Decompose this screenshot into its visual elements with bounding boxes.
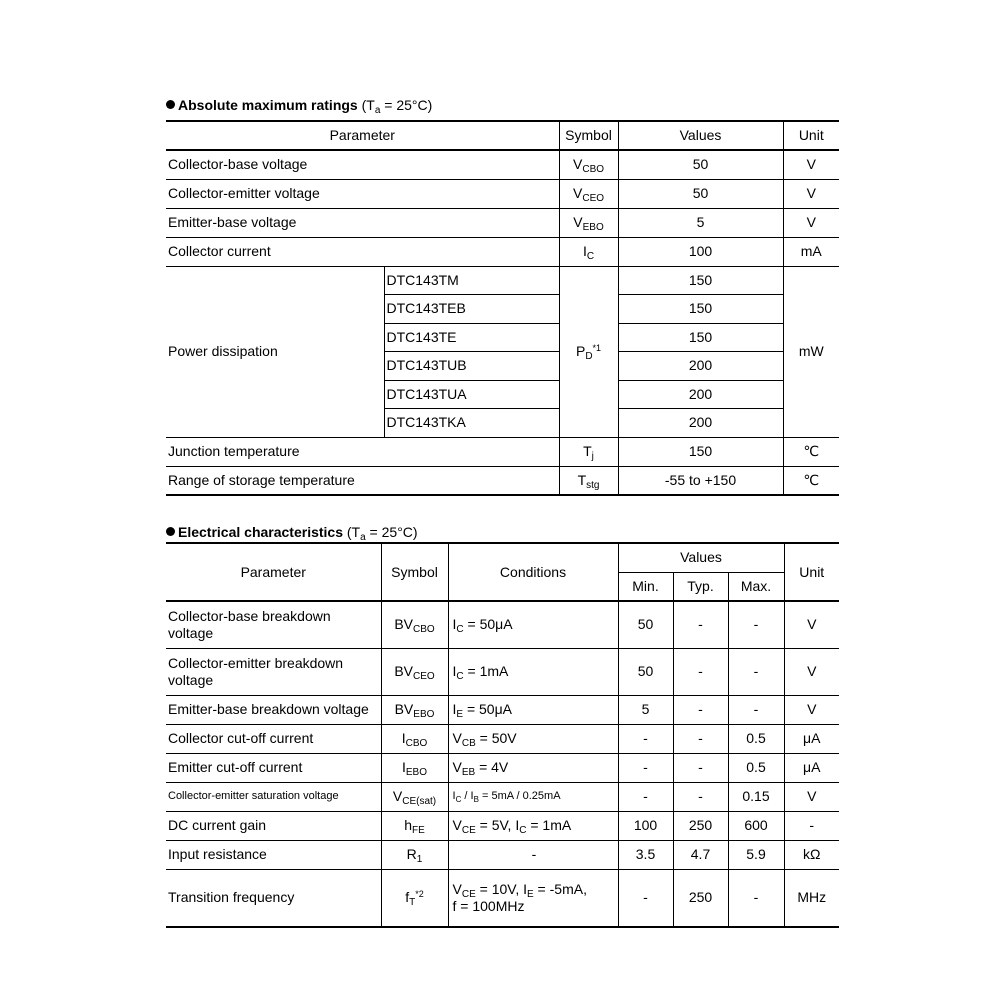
min-cell: - (618, 753, 673, 782)
electrical-characteristics-table (166, 542, 839, 928)
symbol-letter: BV (394, 701, 414, 717)
symbol-cell (381, 724, 448, 753)
elec-header-unit: Unit (784, 543, 839, 601)
typ-cell: 250 (673, 869, 728, 927)
parameter-cell: Power dissipation (166, 266, 384, 437)
typ-cell: - (673, 724, 728, 753)
bullet-icon (166, 527, 175, 536)
symbol-cell (381, 648, 448, 695)
symbol-letter: V (573, 185, 583, 201)
symbol-cell (559, 150, 618, 179)
symbol-subscript: CBO (582, 164, 605, 176)
value-cell: 150 (618, 437, 783, 466)
value-cell: 150 (618, 323, 783, 352)
value-cell: 200 (618, 352, 783, 381)
typ-cell: 250 (673, 811, 728, 840)
value-cell: 150 (618, 266, 783, 295)
bullet-icon (166, 100, 175, 109)
elec-header-symbol: Symbol (381, 543, 448, 601)
part-number-cell: DTC143TKA (384, 409, 559, 438)
max-cell: 0.5 (728, 753, 784, 782)
conditions-cell (448, 811, 618, 840)
symbol-cell (381, 869, 448, 927)
min-cell: - (618, 869, 673, 927)
elec-header-conditions: Conditions (448, 543, 618, 601)
symbol-letter: f (405, 889, 410, 906)
typ-cell: - (673, 782, 728, 811)
symbol-letter: I (401, 759, 406, 775)
typ-cell: - (673, 648, 728, 695)
table-row (166, 724, 839, 753)
parameter-cell: Input resistance (166, 840, 381, 869)
unit-cell: mW (783, 266, 839, 437)
symbol-cell (559, 237, 618, 266)
unit-cell: μA (784, 753, 839, 782)
conditions-cell (448, 753, 618, 782)
min-cell: 3.5 (618, 840, 673, 869)
symbol-subscript: T (409, 897, 416, 909)
parameter-cell: Collector-emitter breakdown voltage (166, 648, 381, 695)
table-row (166, 840, 839, 869)
parameter-cell: Emitter-base voltage (166, 208, 559, 237)
condition-line: $I_C = 50\mu A$ (452, 616, 513, 636)
condition-line: - (531, 846, 537, 862)
parameter-cell: Emitter cut-off current (166, 753, 381, 782)
table-row (166, 466, 839, 495)
elec-header-parameter: Parameter (166, 543, 381, 601)
elec-title: Electrical characteristics (178, 524, 343, 540)
abs-header-symbol: Symbol (559, 121, 618, 150)
symbol-letter: P (575, 343, 586, 359)
table-row (166, 150, 839, 179)
conditions-cell (448, 840, 618, 869)
table-row (166, 869, 839, 927)
elec-header-max: Max. (728, 572, 784, 601)
parameter-cell: Junction temperature (166, 437, 559, 466)
table-row (166, 782, 839, 811)
part-number-cell: DTC143TE (384, 323, 559, 352)
table-row (166, 437, 839, 466)
conditions-cell (448, 601, 618, 648)
symbol-subscript: C (586, 251, 595, 262)
abs-header-unit: Unit (783, 121, 839, 150)
table-row (166, 648, 839, 695)
parameter-cell: Range of storage temperature (166, 466, 559, 495)
abs-section-title (166, 96, 432, 114)
condition-line: $I_C / I_B = 5mA / 0.25mA$ (452, 790, 561, 804)
unit-cell: μA (784, 724, 839, 753)
symbol-letter: I (582, 243, 587, 259)
min-cell: 50 (618, 648, 673, 695)
value-cell: 50 (618, 150, 783, 179)
condition-line: f = 100MHz (452, 897, 525, 914)
max-cell: - (728, 601, 784, 648)
abs-max-ratings-table (166, 120, 839, 496)
symbol-subscript: CE(sat) (402, 796, 437, 807)
symbol-letter: I (401, 730, 406, 746)
elec-header-row (166, 543, 839, 572)
value-cell: 5 (618, 208, 783, 237)
value-cell: 100 (618, 237, 783, 266)
elec-title-condition: $(T_a = 25^\circ C)$ (346, 524, 418, 543)
symbol-letter: T (577, 471, 587, 488)
symbol-subscript: CEO (582, 193, 605, 204)
abs-header-row (166, 121, 839, 150)
unit-cell: kΩ (784, 840, 839, 869)
typ-cell: - (673, 695, 728, 724)
min-cell: - (618, 782, 673, 811)
elec-section-title (166, 523, 418, 541)
table-row (166, 811, 839, 840)
symbol-letter: V (573, 156, 583, 173)
parameter-cell: Collector cut-off current (166, 724, 381, 753)
symbol-cell (381, 782, 448, 811)
table-row (166, 266, 839, 295)
table-row (166, 208, 839, 237)
symbol-letter: R (406, 846, 417, 862)
unit-cell: MHz (784, 869, 839, 927)
symbol-subscript: FE (412, 825, 425, 836)
abs-title-condition: $(T_a = 25^\circ C)$ (361, 97, 433, 116)
typ-cell: - (673, 753, 728, 782)
unit-cell: V (784, 695, 839, 724)
condition-line: $V_{CE} = 5V$, $I_C = 1mA$ (452, 817, 572, 836)
symbol-subscript: EBO (582, 222, 604, 233)
conditions-cell (448, 648, 618, 695)
conditions-cell (448, 782, 618, 811)
symbol-cell (559, 466, 618, 495)
condition-line: $I_C = 1mA$ (452, 663, 509, 682)
unit-cell: V (784, 782, 839, 811)
max-cell: 5.9 (728, 840, 784, 869)
unit-cell: - (784, 811, 839, 840)
unit-cell: V (783, 208, 839, 237)
symbol-letter: V (573, 214, 583, 230)
symbol-letter: BV (394, 616, 413, 633)
symbol-cell (381, 601, 448, 648)
parameter-cell: DC current gain (166, 811, 381, 840)
unit-cell: V (784, 648, 839, 695)
condition-line: $I_E = 50\mu A$ (452, 701, 512, 720)
elec-header-typ: Typ. (673, 572, 728, 601)
conditions-cell (448, 695, 618, 724)
footnote-marker: *2 (415, 889, 424, 900)
symbol-letter: BV (394, 663, 413, 679)
symbol-cell (381, 840, 448, 869)
symbol-subscript: CBO (405, 738, 428, 749)
part-number-cell: DTC143TM (384, 266, 559, 295)
table-row (166, 601, 839, 648)
symbol-letter: h (404, 817, 412, 833)
elec-header-min: Min. (618, 572, 673, 601)
value-cell: 50 (618, 179, 783, 208)
abs-header-values: Values (618, 121, 783, 150)
unit-cell: ℃ (783, 437, 839, 466)
parameter-cell: Collector current (166, 237, 559, 266)
symbol-subscript: CEO (413, 671, 435, 682)
symbol-subscript: j (591, 451, 594, 462)
symbol-subscript: stg (586, 479, 600, 491)
symbol-subscript: EBO (405, 767, 427, 778)
symbol-cell (559, 208, 618, 237)
abs-title: Absolute maximum ratings (178, 97, 358, 113)
min-cell: 100 (618, 811, 673, 840)
footnote-marker: *1 (592, 343, 602, 353)
conditions-cell (448, 724, 618, 753)
symbol-cell (381, 695, 448, 724)
symbol-subscript: D (585, 351, 593, 362)
symbol-letter: T (583, 443, 592, 459)
abs-header-parameter: Parameter (166, 121, 559, 150)
symbol-letter: V (392, 788, 403, 804)
value-cell: 150 (618, 295, 783, 324)
min-cell: 50 (618, 601, 673, 648)
part-number-cell: DTC143TUA (384, 380, 559, 409)
symbol-subscript: 1 (416, 854, 423, 865)
part-number-cell: DTC143TUB (384, 352, 559, 381)
max-cell: - (728, 695, 784, 724)
condition-line: $V_{EB} = 4V$ (452, 759, 509, 778)
symbol-cell (381, 753, 448, 782)
min-cell: - (618, 724, 673, 753)
condition-line: $V_{CB} = 50V$ (452, 730, 517, 749)
symbol-cell (559, 179, 618, 208)
table-row (166, 753, 839, 782)
value-cell: -55 to +150 (618, 466, 783, 495)
unit-cell: V (783, 179, 839, 208)
symbol-cell (559, 437, 618, 466)
symbol-cell (381, 811, 448, 840)
value-cell: 200 (618, 409, 783, 438)
unit-cell: V (783, 150, 839, 179)
parameter-cell: Collector-emitter voltage (166, 179, 559, 208)
max-cell: 0.5 (728, 724, 784, 753)
parameter-cell: Emitter-base breakdown voltage (166, 695, 381, 724)
table-row (166, 237, 839, 266)
unit-cell: V (784, 601, 839, 648)
condition-line: $V_{CE} = 10V$, $I_E = -5mA$, (452, 880, 587, 900)
table-row (166, 695, 839, 724)
table-row (166, 179, 839, 208)
symbol-subscript: CBO (413, 624, 435, 636)
max-cell: - (728, 648, 784, 695)
part-number-cell: DTC143TEB (384, 295, 559, 324)
unit-cell: ℃ (783, 466, 839, 495)
elec-header-values: Values (618, 543, 784, 572)
max-cell: 0.15 (728, 782, 784, 811)
symbol-cell (559, 266, 618, 437)
parameter-cell: Collector-base breakdown voltage (166, 601, 381, 648)
typ-cell: 4.7 (673, 840, 728, 869)
unit-cell: mA (783, 237, 839, 266)
value-cell: 200 (618, 380, 783, 409)
max-cell: - (728, 869, 784, 927)
max-cell: 600 (728, 811, 784, 840)
parameter-cell: Transition frequency (166, 869, 381, 927)
min-cell: 5 (618, 695, 673, 724)
symbol-subscript: EBO (413, 709, 435, 720)
parameter-cell: Collector-base voltage (166, 150, 559, 179)
parameter-cell: Collector-emitter saturation voltage (166, 782, 381, 811)
conditions-cell (448, 869, 618, 927)
typ-cell: - (673, 601, 728, 648)
